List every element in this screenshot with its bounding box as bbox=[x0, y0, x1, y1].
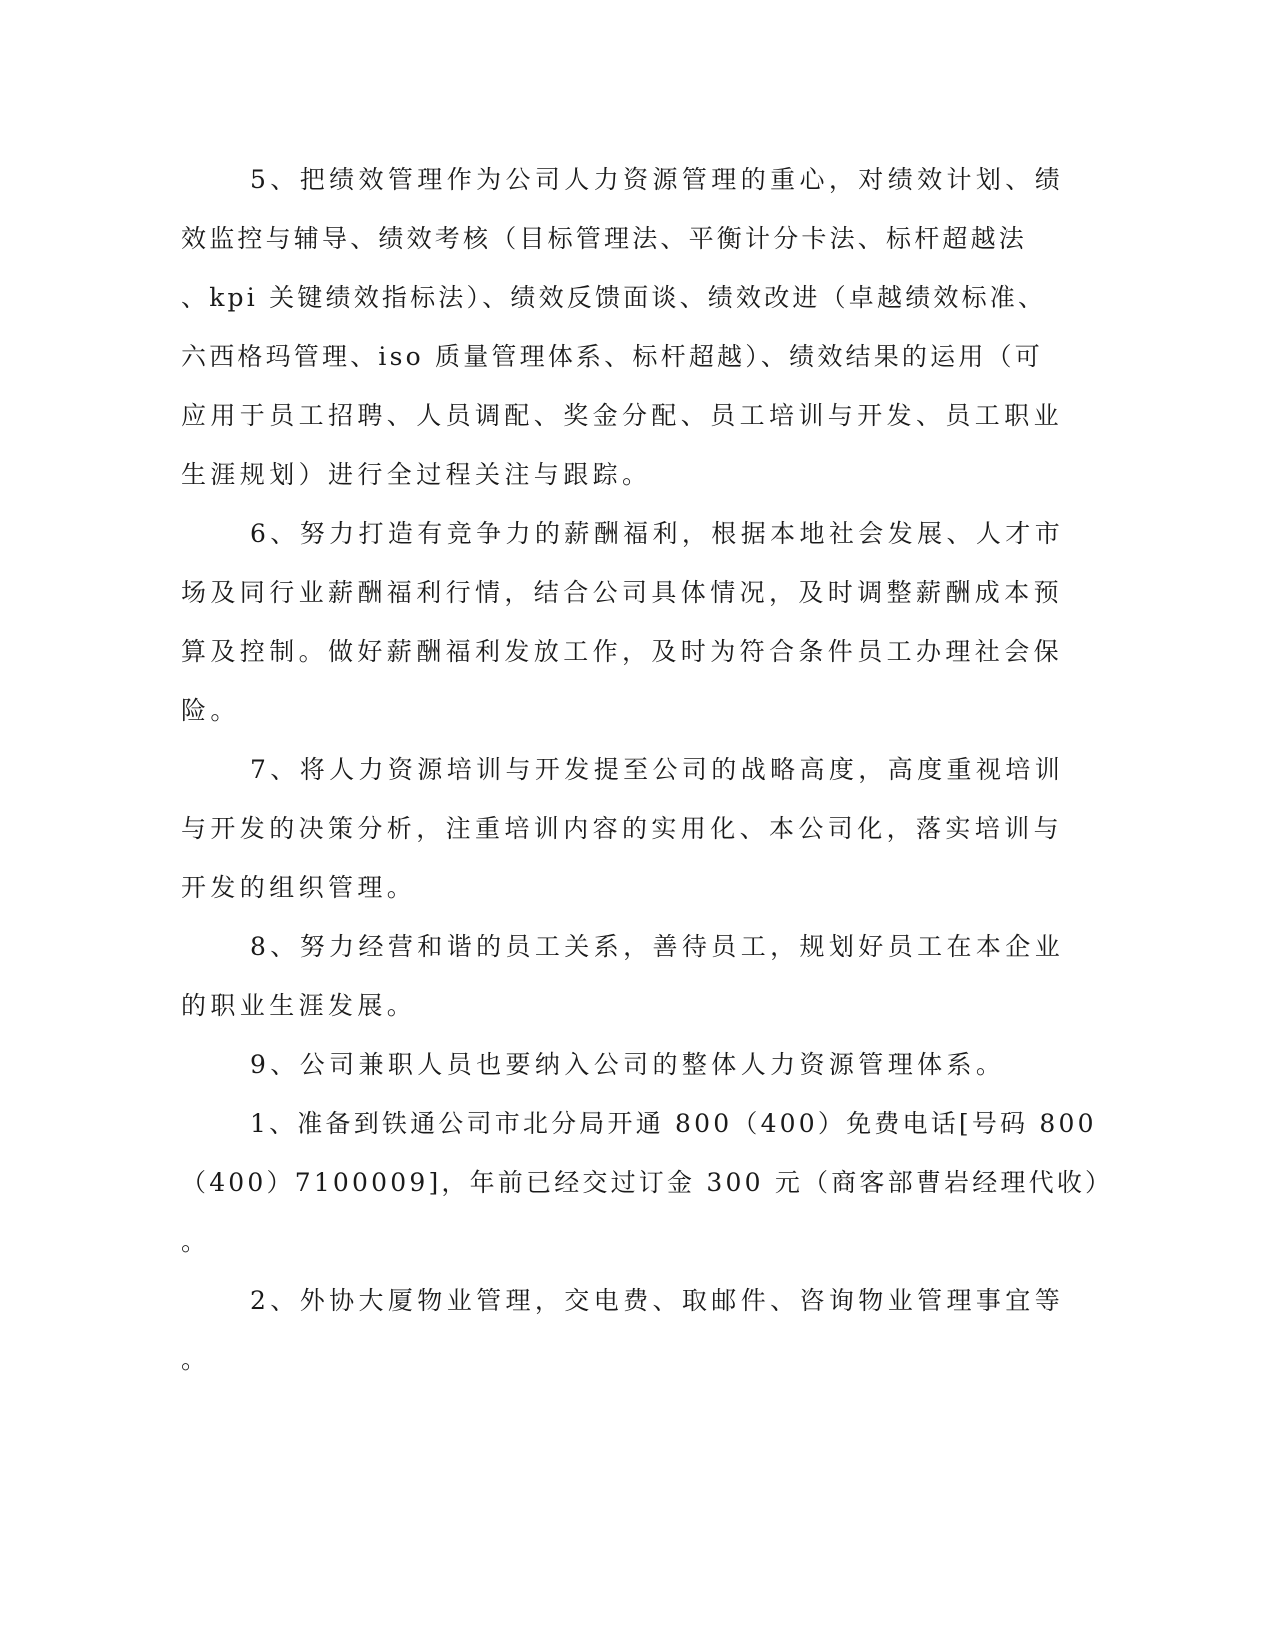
paragraph-7-line-3: 开发的组织管理。 bbox=[181, 873, 417, 902]
paragraph-1-line-3: 。 bbox=[181, 1227, 211, 1256]
paragraph-5-line-3: 、kpi 关键绩效指标法）、绩效反馈面谈、绩效改进（卓越绩效标准、 bbox=[181, 283, 1047, 312]
paragraph-8-line-2: 的职业生涯发展。 bbox=[181, 991, 417, 1020]
paragraph-2-line-1: 2、外协大厦物业管理，交电费、取邮件、咨询物业管理事宜等 bbox=[250, 1286, 1065, 1315]
paragraph-1-line-2: （400）7100009]，年前已经交过订金 300 元（商客部曹岩经理代收） bbox=[181, 1168, 1114, 1197]
paragraph-9-line-1: 9、公司兼职人员也要纳入公司的整体人力资源管理体系。 bbox=[250, 1050, 1006, 1079]
paragraph-6-line-3: 算及控制。做好薪酬福利发放工作，及时为符合条件员工办理社会保 bbox=[181, 637, 1064, 666]
paragraph-5-line-5: 应用于员工招聘、人员调配、奖金分配、员工培训与开发、员工职业 bbox=[181, 401, 1064, 430]
paragraph-5-line-6: 生涯规划）进行全过程关注与跟踪。 bbox=[181, 460, 652, 489]
paragraph-1-line-1: 1、准备到铁通公司市北分局开通 800（400）免费电话[号码 800 bbox=[250, 1109, 1097, 1138]
paragraph-7-line-2: 与开发的决策分析，注重培训内容的实用化、本公司化，落实培训与 bbox=[181, 814, 1064, 843]
paragraph-8-line-1: 8、努力经营和谐的员工关系，善待员工，规划好员工在本企业 bbox=[250, 932, 1065, 961]
paragraph-6-line-1: 6、努力打造有竞争力的薪酬福利，根据本地社会发展、人才市 bbox=[250, 519, 1065, 548]
paragraph-6-line-2: 场及同行业薪酬福利行情，结合公司具体情况，及时调整薪酬成本预 bbox=[181, 578, 1064, 607]
paragraph-7-line-1: 7、将人力资源培训与开发提至公司的战略高度，高度重视培训 bbox=[250, 755, 1065, 784]
paragraph-5-line-1: 5、把绩效管理作为公司人力资源管理的重心，对绩效计划、绩 bbox=[250, 165, 1065, 194]
paragraph-5-line-2: 效监控与辅导、绩效考核（目标管理法、平衡计分卡法、标杆超越法 bbox=[181, 224, 1028, 253]
paragraph-5-line-4: 六西格玛管理、iso 质量管理体系、标杆超越）、绩效结果的运用（可 bbox=[181, 342, 1043, 371]
paragraph-6-line-4: 险。 bbox=[181, 696, 240, 725]
paragraph-2-line-2: 。 bbox=[181, 1345, 211, 1374]
